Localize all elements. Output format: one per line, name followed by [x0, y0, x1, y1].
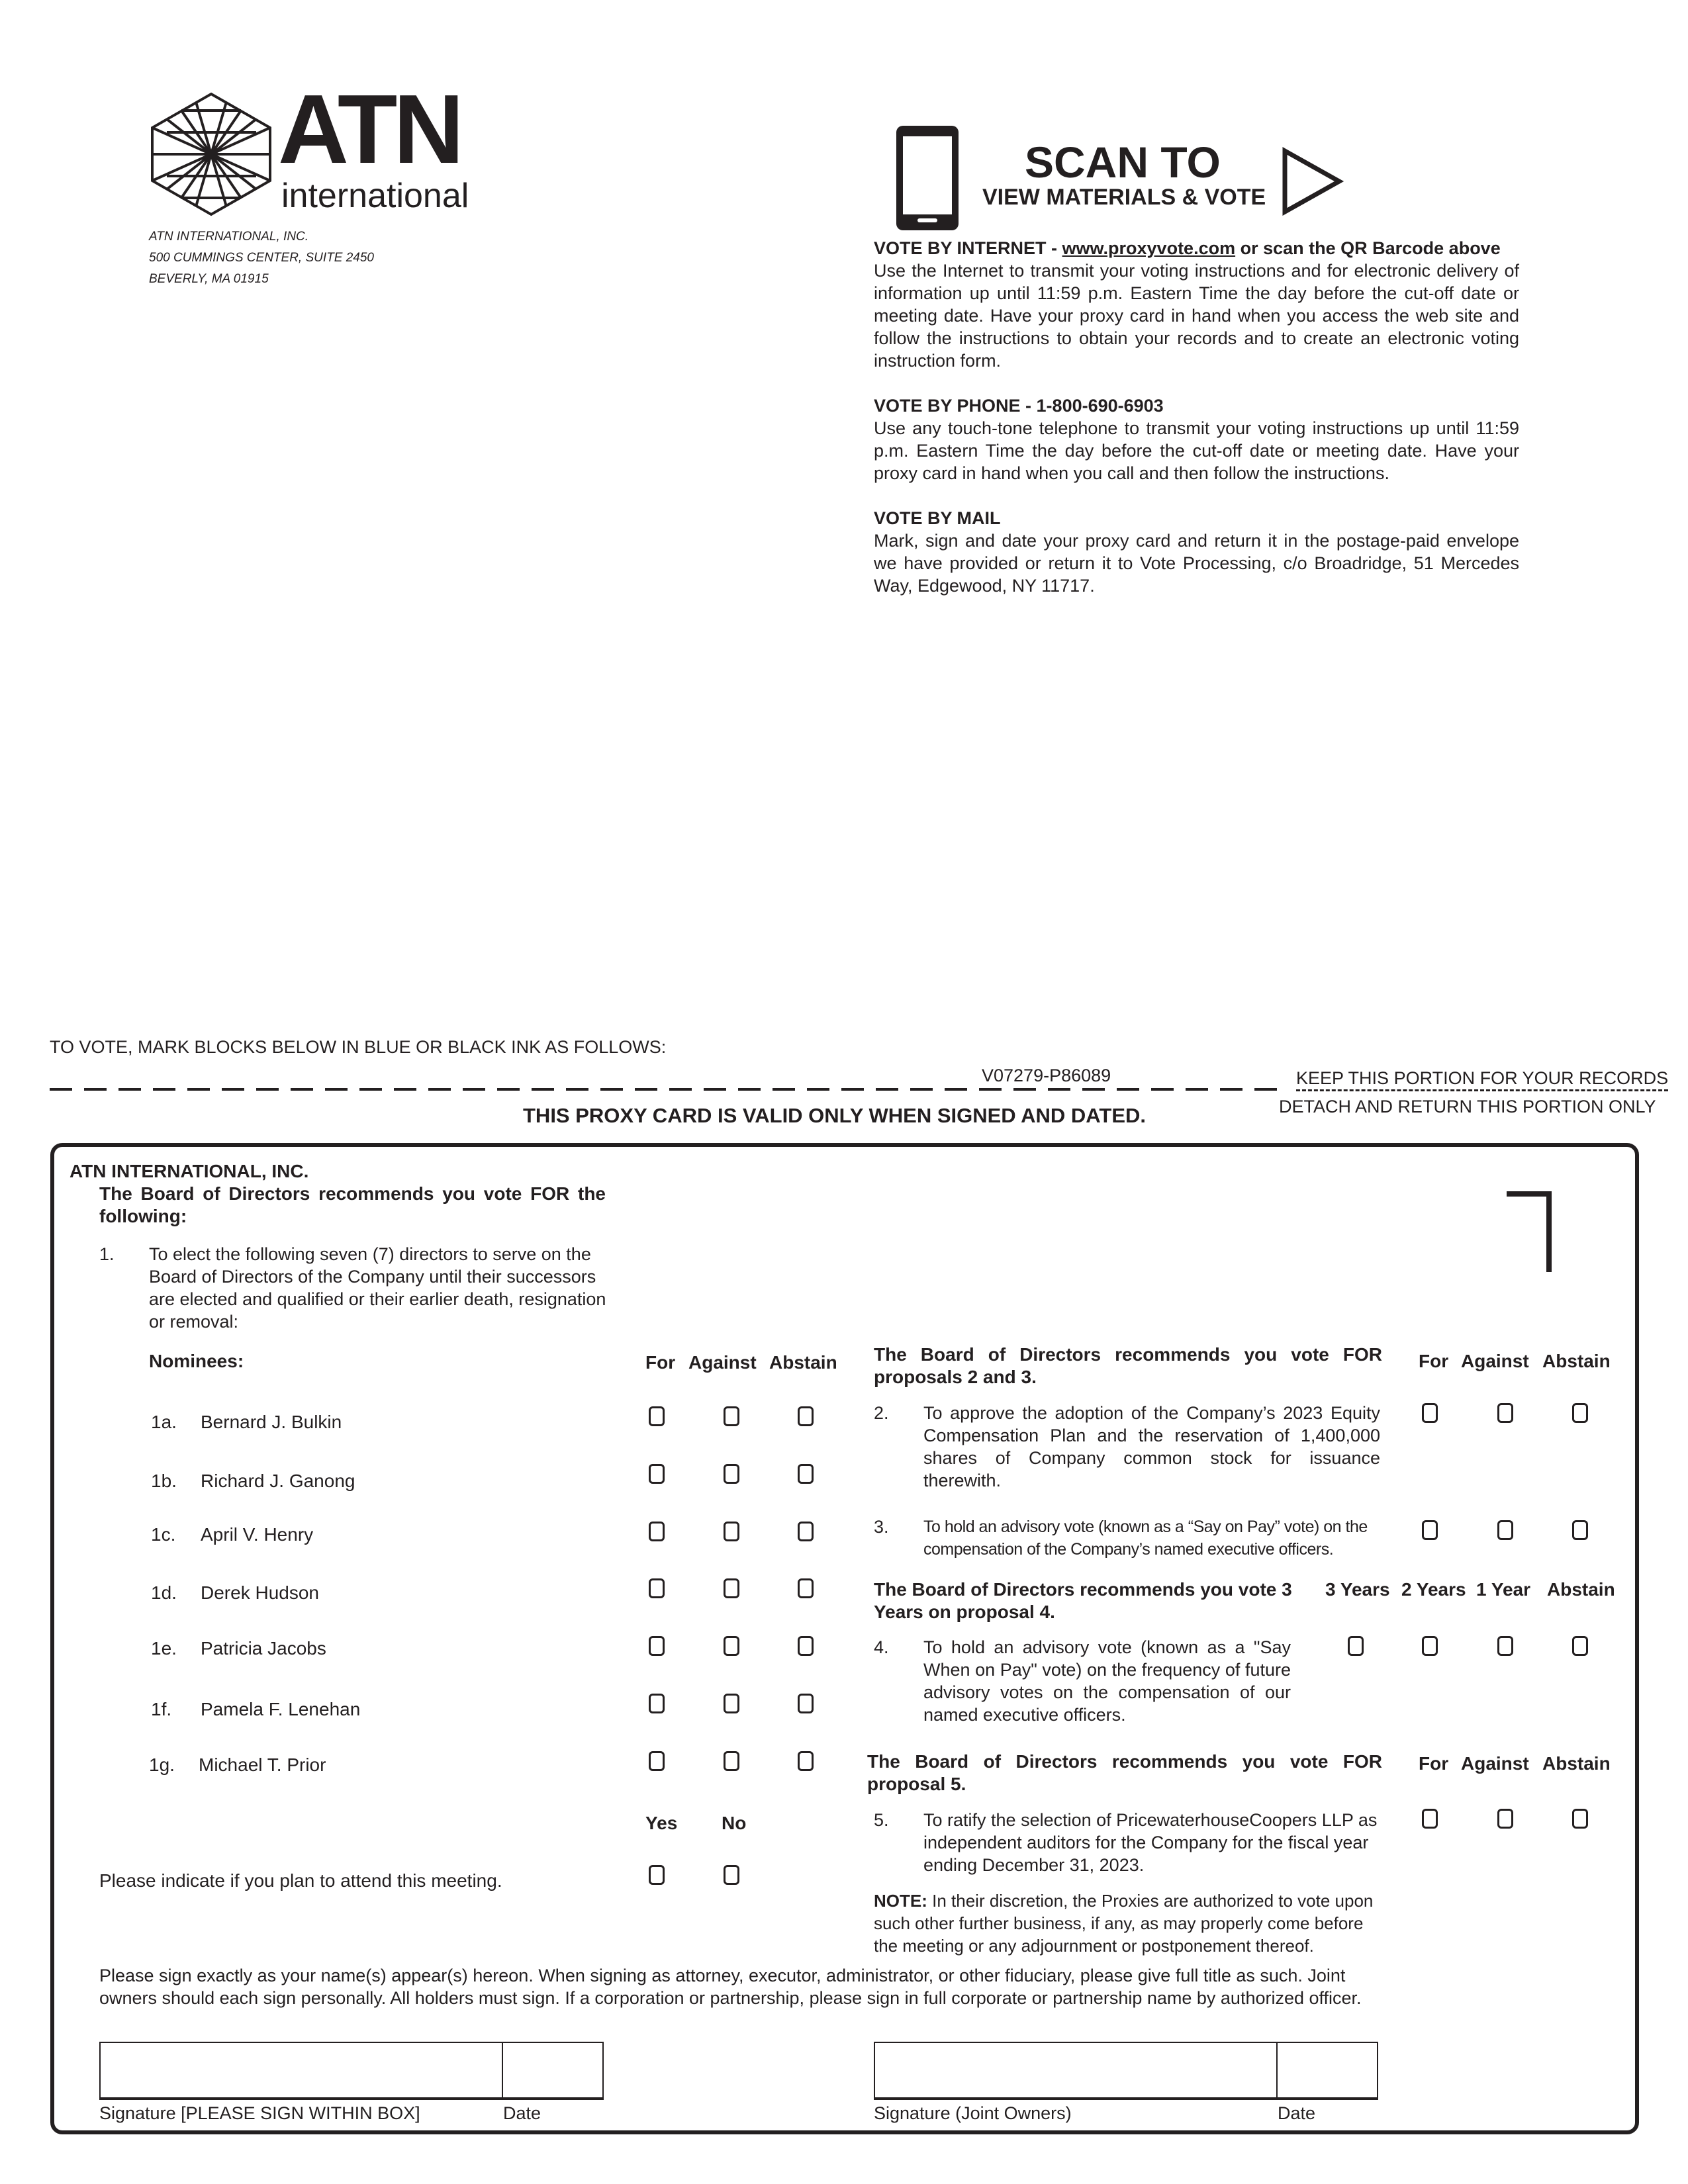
vote-against-checkbox[interactable] [724, 1578, 739, 1598]
col-abstain: Abstain [1547, 1579, 1615, 1600]
signature-label: Signature [PLEASE SIGN WITHIN BOX] [99, 2103, 420, 2123]
joint-date-box[interactable] [1278, 2042, 1378, 2100]
vote-against-checkbox[interactable] [724, 1406, 739, 1426]
nominee-num: 1g. [149, 1754, 175, 1775]
nominee-num: 1a. [151, 1412, 177, 1432]
nominee-num: 1e. [151, 1638, 177, 1659]
attend-yes-checkbox[interactable] [649, 1865, 665, 1885]
logo-brand: ATN [278, 75, 461, 184]
address-line: BEVERLY, MA 01915 [149, 272, 269, 286]
board-rec-5: The Board of Directors recommends you vote FOR proposal 5. [867, 1751, 1382, 1794]
nominee-name: Pamela F. Lenehan [201, 1699, 361, 1719]
col-against: Against [1461, 1351, 1529, 1371]
vote-for-checkbox[interactable] [649, 1751, 665, 1771]
board-rec-4: The Board of Directors recommends you vote 3 Years on proposal 4. [874, 1579, 1292, 1622]
vote-internet-body: Use the Internet to transmit your voting instructions and for electronic delivery of information up until 11:59 p.m. Eastern Time the day before the cut-off date or meeting date. Have your proxy card in hand when you access the web site and follow the instructions to obtain your records and to create an electronic voting instruction form. [874, 261, 1519, 371]
corner-mark-icon [1507, 1191, 1553, 1273]
p2-against-checkbox[interactable] [1497, 1403, 1513, 1423]
p3-num: 3. [874, 1517, 889, 1537]
vote-phone-head: VOTE BY PHONE - 1-800-690-6903 [874, 396, 1164, 416]
col-for: For [645, 1352, 676, 1373]
valid-notice: THIS PROXY CARD IS VALID ONLY WHEN SIGNED AND DATED. [523, 1104, 1147, 1127]
p4-num: 4. [874, 1637, 889, 1657]
vote-internet-section [874, 237, 1519, 372]
nominee-name: Bernard J. Bulkin [201, 1412, 342, 1432]
card-company: ATN INTERNATIONAL, INC. [70, 1161, 309, 1181]
detach-return-label: DETACH AND RETURN THIS PORTION ONLY [1279, 1097, 1656, 1116]
phone-icon [895, 124, 960, 232]
nominee-num: 1f. [151, 1699, 172, 1719]
p4-3-years-checkbox[interactable] [1348, 1636, 1364, 1656]
col-abstain: Abstain [1542, 1753, 1611, 1774]
atn-logo [147, 75, 485, 217]
logo-subtitle: international [281, 177, 469, 215]
control-code: V07279-P86089 [982, 1066, 1111, 1085]
col-3-years: 3 Years [1325, 1579, 1390, 1600]
vote-for-checkbox[interactable] [649, 1694, 665, 1713]
vote-abstain-checkbox[interactable] [798, 1751, 814, 1771]
p3-text: To hold an advisory vote (known as a “Say on Pay” vote) on the compensation of the Company’s named executive officers. [923, 1518, 1368, 1559]
joint-signature-box[interactable] [874, 2042, 1278, 2100]
vote-abstain-checkbox[interactable] [798, 1406, 814, 1426]
vote-for-checkbox[interactable] [649, 1406, 665, 1426]
vote-abstain-checkbox[interactable] [798, 1522, 814, 1541]
vote-against-checkbox[interactable] [724, 1636, 739, 1656]
nominee-name: Richard J. Ganong [201, 1471, 355, 1491]
p3-for-checkbox[interactable] [1422, 1520, 1438, 1540]
nominee-num: 1c. [151, 1524, 176, 1545]
p3-against-checkbox[interactable] [1497, 1520, 1513, 1540]
vote-for-checkbox[interactable] [649, 1464, 665, 1484]
p5-num: 5. [874, 1810, 889, 1830]
p4-2-years-checkbox[interactable] [1422, 1636, 1438, 1656]
note-label: NOTE: [874, 1891, 927, 1911]
vote-against-checkbox[interactable] [724, 1694, 739, 1713]
board-rec-1: The Board of Directors recommends you vote FOR the following: [99, 1183, 606, 1226]
p2-for-checkbox[interactable] [1422, 1403, 1438, 1423]
col-2-years: 2 Years [1401, 1579, 1466, 1600]
nominee-name: Derek Hudson [201, 1582, 319, 1603]
proxyvote-link[interactable]: www.proxyvote.com [1062, 238, 1236, 258]
col-yes: Yes [645, 1813, 678, 1833]
col-1-year: 1 Year [1476, 1579, 1531, 1600]
note-text: In their discretion, the Proxies are authorized to vote upon such other further business, if any, as may properly come before the meeting or any adjournment or postponement thereof. [874, 1891, 1374, 1956]
vote-abstain-checkbox[interactable] [798, 1694, 814, 1713]
dashed-divider [50, 1088, 1288, 1091]
p5-for-checkbox[interactable] [1422, 1809, 1438, 1829]
vote-for-checkbox[interactable] [649, 1636, 665, 1656]
play-arrow-icon [1281, 147, 1344, 216]
atn-logo-mark-icon [147, 91, 276, 217]
nominee-name: April V. Henry [201, 1524, 314, 1545]
vote-internet-head: VOTE BY INTERNET - [874, 238, 1062, 258]
address-line: 500 CUMMINGS CENTER, SUITE 2450 [149, 251, 374, 265]
company-address [149, 226, 374, 290]
item1-num: 1. [99, 1244, 115, 1264]
vote-against-checkbox[interactable] [724, 1464, 739, 1484]
p5-text: To ratify the selection of PricewaterhouseCoopers LLP as independent auditors for the Company for the fiscal year ending December 31, 2023. [923, 1810, 1378, 1875]
joint-signature-label: Signature (Joint Owners) [874, 2103, 1072, 2123]
col-abstain: Abstain [769, 1352, 837, 1373]
nominees-label: Nominees: [149, 1351, 244, 1371]
vote-abstain-checkbox[interactable] [798, 1464, 814, 1484]
nominee-name: Michael T. Prior [199, 1754, 326, 1775]
vote-against-checkbox[interactable] [724, 1751, 739, 1771]
col-abstain: Abstain [1542, 1351, 1611, 1371]
nominee-name: Patricia Jacobs [201, 1638, 326, 1659]
vote-mail-head: VOTE BY MAIL [874, 508, 1001, 528]
col-against: Against [1461, 1753, 1529, 1774]
attend-question: Please indicate if you plan to attend this meeting. [99, 1870, 502, 1891]
p4-abstain-checkbox[interactable] [1572, 1636, 1588, 1656]
nominee-num: 1d. [151, 1582, 177, 1603]
vote-internet-head-suffix: or scan the QR Barcode above [1235, 238, 1501, 258]
col-against: Against [688, 1352, 757, 1373]
p4-1-year-checkbox[interactable] [1497, 1636, 1513, 1656]
p2-text: To approve the adoption of the Company’s 2023 Equity Compensation Plan and the reservation of 1,400,000 shares of Company common stock for issuance therewith. [923, 1403, 1380, 1490]
joint-date-label: Date [1278, 2103, 1316, 2123]
p3-abstain-checkbox[interactable] [1572, 1520, 1588, 1540]
col-no: No [722, 1813, 747, 1833]
nominee-num: 1b. [151, 1471, 177, 1491]
vote-for-checkbox[interactable] [649, 1522, 665, 1541]
address-line: ATN INTERNATIONAL, INC. [149, 230, 309, 244]
scan-to-title: SCAN TO [1025, 138, 1221, 187]
vote-abstain-checkbox[interactable] [798, 1636, 814, 1656]
item1-text: To elect the following seven (7) directors to serve on the Board of Directors of the Company until their successors are elected and qualified or their earlier death, resignation or removal: [149, 1244, 606, 1332]
keep-portion-label: KEEP THIS PORTION FOR YOUR RECORDS [1296, 1067, 1668, 1091]
mark-instruction: TO VOTE, MARK BLOCKS BELOW IN BLUE OR BLACK INK AS FOLLOWS: [50, 1037, 667, 1057]
col-for: For [1419, 1753, 1449, 1774]
vote-against-checkbox[interactable] [724, 1522, 739, 1541]
p2-abstain-checkbox[interactable] [1572, 1403, 1588, 1423]
vote-phone-body: Use any touch-tone telephone to transmit your voting instructions up until 11:59 p.m. Eastern Time the day before the cut-off date or meeting date. Have your proxy card in hand when you call and then follow the instructions. [874, 418, 1519, 483]
date-label: Date [503, 2103, 541, 2123]
date-box[interactable] [503, 2042, 604, 2100]
note [874, 1889, 1383, 1957]
sign-instructions: Please sign exactly as your name(s) appear(s) hereon. When signing as attorney, executor, administrator, or other fiduciary, please give full title as such. Joint owners should each sign personally. All holders must sign. If a corporation or partnership, please sign in full corporate or partnership name by authorized officer. [99, 1966, 1362, 2008]
p5-against-checkbox[interactable] [1497, 1809, 1513, 1829]
p2-num: 2. [874, 1403, 889, 1423]
scan-to-subtitle: VIEW MATERIALS & VOTE [982, 185, 1266, 210]
signature-box[interactable] [99, 2042, 503, 2100]
vote-phone-section [874, 394, 1519, 484]
vote-for-checkbox[interactable] [649, 1578, 665, 1598]
vote-mail-body: Mark, sign and date your proxy card and return it in the postage-paid envelope we have provided or return it to Vote Processing, c/o Broadridge, 51 Mercedes Way, Edgewood, NY 11717. [874, 531, 1519, 596]
col-for: For [1419, 1351, 1449, 1371]
vote-mail-section [874, 507, 1519, 597]
vote-abstain-checkbox[interactable] [798, 1578, 814, 1598]
attend-no-checkbox[interactable] [724, 1865, 739, 1885]
vote-instructions [874, 237, 1519, 597]
p5-abstain-checkbox[interactable] [1572, 1809, 1588, 1829]
board-rec-23: The Board of Directors recommends you vote FOR proposals 2 and 3. [874, 1344, 1382, 1387]
p4-text: To hold an advisory vote (known as a "Say When on Pay" vote) on the frequency of future advisory votes on the compensation of our named executive officers. [923, 1637, 1291, 1725]
